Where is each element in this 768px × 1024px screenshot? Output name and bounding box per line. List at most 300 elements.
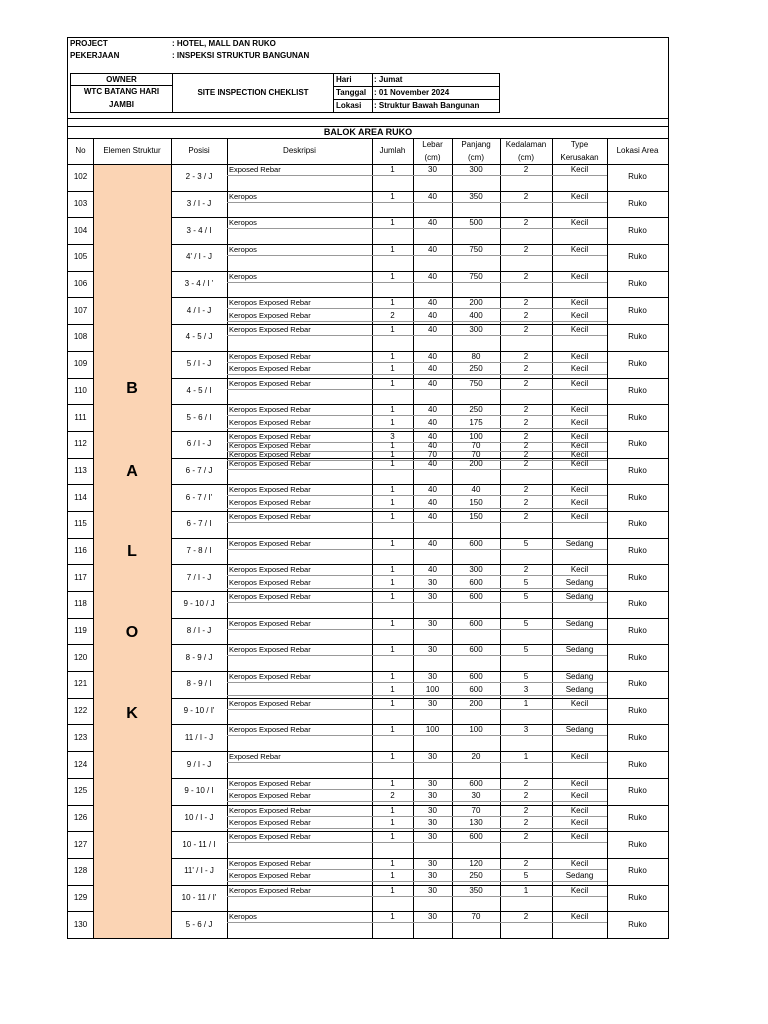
row-type: Kecil <box>570 191 589 201</box>
row-panjang: 250 <box>469 405 483 415</box>
row-panjang: 600 <box>469 538 483 548</box>
row-type: Kecil <box>570 271 589 281</box>
row-type: Sedang <box>565 538 594 548</box>
row-no: 102 <box>73 172 88 182</box>
row-deskripsi: Keropos Exposed Rebar <box>229 592 311 602</box>
row-deskripsi: Keropos <box>229 191 257 201</box>
row-jumlah: 1 <box>390 165 395 174</box>
row-panjang: 600 <box>469 592 483 602</box>
row-no: 123 <box>73 732 88 742</box>
row-type: Kecil <box>570 310 589 320</box>
row-deskripsi: Keropos Exposed Rebar <box>229 858 311 868</box>
row-posisi: 2 - 3 / J <box>185 172 213 182</box>
row-panjang: 70 <box>471 805 481 815</box>
row-posisi: 3 - 4 / I <box>186 225 212 235</box>
row-panjang: 600 <box>469 577 483 587</box>
row-deskripsi: Keropos Exposed Rebar <box>229 778 311 788</box>
row-lokasi: Ruko <box>628 412 647 422</box>
row-no: 116 <box>74 546 87 555</box>
row-kedalaman: 3 <box>523 725 529 735</box>
row-type: Kecil <box>570 698 589 708</box>
row-deskripsi: Keropos Exposed Rebar <box>229 577 311 587</box>
row-no: 121 <box>73 679 88 689</box>
row-deskripsi: Keropos Exposed Rebar <box>229 672 311 682</box>
row-type: Kecil <box>570 325 589 335</box>
col-lebar-unit: (cm) <box>424 153 441 162</box>
row-type: Sedang <box>565 592 594 602</box>
row-jumlah: 1 <box>390 912 395 922</box>
row-type: Kecil <box>570 405 589 415</box>
day-label: Hari <box>336 75 352 84</box>
row-lebar: 30 <box>428 752 437 762</box>
row-posisi: 11' / I - J <box>184 866 214 876</box>
row-type: Kecil <box>570 805 589 815</box>
row-lebar: 40 <box>428 565 437 575</box>
row-panjang: 20 <box>471 752 481 762</box>
row-type: Sedang <box>565 725 594 735</box>
row-jumlah: 1 <box>390 191 395 201</box>
row-lokasi: Ruko <box>628 759 647 769</box>
meta-box <box>333 73 500 113</box>
row-deskripsi: Keropos Exposed Rebar <box>229 565 311 575</box>
row-kedalaman: 2 <box>523 417 529 427</box>
day-value: : Jumat <box>374 75 403 84</box>
row-jumlah: 1 <box>390 405 395 415</box>
row-panjang: 300 <box>469 165 483 174</box>
row-lebar: 30 <box>428 858 437 868</box>
col-type-unit: Kerusakan <box>560 153 599 162</box>
row-posisi: 3 - 4 / I ' <box>184 279 214 289</box>
row-jumlah: 1 <box>390 752 395 762</box>
row-no: 126 <box>73 812 88 822</box>
row-posisi: 9 - 10 / I' <box>183 706 215 716</box>
row-posisi: 8 - 9 / J <box>185 652 213 662</box>
row-deskripsi: Keropos Exposed Rebar <box>229 698 311 708</box>
row-posisi: 4 / I - J <box>186 305 212 315</box>
row-type: Kecil <box>570 818 589 828</box>
element-letter: A <box>126 463 138 480</box>
row-panjang: 350 <box>469 191 483 201</box>
row-type: Kecil <box>570 298 589 308</box>
row-deskripsi: Keropos Exposed Rebar <box>229 351 311 361</box>
row-lebar: 40 <box>428 218 437 228</box>
row-lokasi: Ruko <box>628 679 647 689</box>
row-deskripsi: Keropos Exposed Rebar <box>229 449 311 459</box>
row-posisi: 8 / I - J <box>186 626 212 636</box>
row-lebar: 30 <box>428 885 437 895</box>
row-kedalaman: 2 <box>523 431 529 441</box>
row-posisi: 10 - 11 / I' <box>181 892 217 902</box>
row-jumlah: 2 <box>390 791 395 801</box>
row-panjang: 200 <box>469 698 483 708</box>
row-posisi: 9 - 10 / J <box>183 599 215 609</box>
row-panjang: 500 <box>469 218 483 228</box>
row-type: Sedang <box>565 672 594 682</box>
row-type: Kecil <box>570 565 589 575</box>
row-panjang: 70 <box>471 449 481 459</box>
row-kedalaman: 1 <box>523 698 529 708</box>
row-lokasi: Ruko <box>628 279 647 289</box>
row-lokasi: Ruko <box>628 732 647 742</box>
row-panjang: 70 <box>471 440 481 450</box>
row-deskripsi: Keropos Exposed Rebar <box>229 310 311 320</box>
row-lebar: 70 <box>428 449 437 459</box>
row-deskripsi: Keropos Exposed Rebar <box>229 378 311 388</box>
row-jumlah: 1 <box>390 725 395 735</box>
row-kedalaman: 2 <box>523 805 529 815</box>
row-type: Kecil <box>570 364 589 374</box>
row-kedalaman: 2 <box>523 497 529 507</box>
row-type: Kecil <box>570 431 589 441</box>
row-posisi: 6 - 7 / J <box>185 465 213 475</box>
row-jumlah: 1 <box>390 818 395 828</box>
row-jumlah: 1 <box>390 497 395 507</box>
row-lebar: 100 <box>425 725 440 735</box>
row-panjang: 600 <box>469 672 483 682</box>
col-lokasi: Lokasi Area <box>616 146 659 155</box>
row-lebar: 40 <box>428 440 437 450</box>
row-lokasi: Ruko <box>628 919 647 929</box>
element-letter: K <box>126 705 138 722</box>
row-lebar: 40 <box>428 298 437 308</box>
row-deskripsi: Keropos Exposed Rebar <box>229 497 311 507</box>
row-deskripsi: Keropos Exposed Rebar <box>229 538 311 548</box>
row-panjang: 130 <box>469 818 483 828</box>
row-jumlah: 1 <box>390 449 395 459</box>
row-kedalaman: 2 <box>523 791 529 801</box>
row-kedalaman: 2 <box>523 832 529 842</box>
row-panjang: 70 <box>471 912 481 922</box>
row-jumlah: 1 <box>390 858 395 868</box>
row-jumlah: 1 <box>390 577 395 587</box>
row-lokasi: Ruko <box>628 626 647 636</box>
row-deskripsi: Keropos Exposed Rebar <box>229 364 311 374</box>
row-panjang: 175 <box>469 417 483 427</box>
row-kedalaman: 3 <box>523 684 529 694</box>
project-label: PROJECT <box>70 39 108 48</box>
row-deskripsi: Keropos Exposed Rebar <box>229 298 311 308</box>
row-jumlah: 1 <box>390 378 395 388</box>
col-kedalaman-unit: (cm) <box>518 153 534 162</box>
row-kedalaman: 2 <box>523 858 529 868</box>
row-jumlah: 1 <box>390 832 395 842</box>
row-deskripsi: Exposed Rebar <box>229 165 281 174</box>
row-no: 127 <box>73 839 88 849</box>
row-deskripsi: Keropos Exposed Rebar <box>229 458 311 468</box>
row-kedalaman: 5 <box>523 871 529 881</box>
row-lebar: 30 <box>428 698 437 708</box>
row-deskripsi: Keropos Exposed Rebar <box>229 832 311 842</box>
row-kedalaman: 5 <box>523 592 529 602</box>
row-deskripsi: Keropos Exposed Rebar <box>229 431 311 441</box>
row-lokasi: Ruko <box>628 465 647 475</box>
row-jumlah: 1 <box>390 871 395 881</box>
row-deskripsi: Keropos Exposed Rebar <box>229 405 311 415</box>
row-lebar: 30 <box>428 791 437 801</box>
owner-line1: WTC BATANG HARI <box>83 87 160 96</box>
row-lokasi: Ruko <box>628 706 647 716</box>
row-type: Kecil <box>570 885 589 895</box>
row-type: Kecil <box>570 858 589 868</box>
row-lebar: 40 <box>428 431 437 441</box>
row-no: 110 <box>74 385 87 395</box>
row-jumlah: 1 <box>390 805 395 815</box>
row-deskripsi: Keropos Exposed Rebar <box>229 725 311 735</box>
date-value: : 01 November 2024 <box>374 88 450 97</box>
row-lebar: 40 <box>428 458 437 468</box>
row-deskripsi: Keropos Exposed Rebar <box>229 645 311 655</box>
row-lebar: 40 <box>428 364 437 374</box>
row-jumlah: 1 <box>390 417 395 427</box>
row-jumlah: 1 <box>390 778 395 788</box>
project-value: : HOTEL, MALL DAN RUKO <box>172 39 276 48</box>
row-type: Kecil <box>570 485 589 495</box>
row-deskripsi: Keropos Exposed Rebar <box>229 885 311 895</box>
row-lokasi: Ruko <box>628 892 647 902</box>
row-panjang: 300 <box>469 565 483 575</box>
row-no: 120 <box>73 652 88 662</box>
row-panjang: 600 <box>469 778 483 788</box>
row-type: Kecil <box>570 165 589 174</box>
row-posisi: 8 - 9 / I <box>186 679 212 689</box>
row-panjang: 80 <box>471 351 481 361</box>
row-panjang: 600 <box>469 618 483 628</box>
row-deskripsi: Keropos Exposed Rebar <box>229 417 311 427</box>
col-no: No <box>75 146 86 155</box>
row-lokasi: Ruko <box>628 599 647 609</box>
row-lebar: 40 <box>428 511 437 521</box>
row-no: 106 <box>73 279 88 289</box>
row-kedalaman: 5 <box>523 538 529 548</box>
row-kedalaman: 2 <box>523 325 529 335</box>
row-kedalaman: 2 <box>523 298 529 308</box>
row-lokasi: Ruko <box>628 492 647 502</box>
row-type: Sedang <box>565 684 594 694</box>
row-jumlah: 1 <box>390 325 395 335</box>
row-jumlah: 1 <box>390 592 395 602</box>
row-kedalaman: 2 <box>523 565 529 575</box>
row-lebar: 30 <box>428 805 437 815</box>
row-kedalaman: 5 <box>523 645 529 655</box>
row-lebar: 40 <box>428 271 437 281</box>
row-lebar: 30 <box>428 871 437 881</box>
row-deskripsi: Keropos Exposed Rebar <box>229 805 311 815</box>
row-lebar: 30 <box>428 818 437 828</box>
element-letter: O <box>125 624 139 641</box>
row-jumlah: 1 <box>390 440 395 450</box>
row-jumlah: 1 <box>390 364 395 374</box>
row-posisi: 5 - 6 / J <box>185 919 213 929</box>
col-jumlah: Jumlah <box>379 146 406 155</box>
row-panjang: 750 <box>469 245 483 255</box>
row-type: Sedang <box>565 618 594 628</box>
col-elemen: Elemen Struktur <box>103 146 161 155</box>
row-type: Sedang <box>565 645 594 655</box>
row-panjang: 250 <box>469 364 483 374</box>
row-lebar: 40 <box>428 485 437 495</box>
col-lebar: Lebar <box>422 140 443 149</box>
row-posisi: 7 / I - J <box>186 572 212 582</box>
owner-label: OWNER <box>106 75 137 84</box>
row-kedalaman: 2 <box>523 485 529 495</box>
col-deskripsi: Deskripsi <box>283 146 316 155</box>
row-type: Kecil <box>570 417 589 427</box>
balok-table <box>68 118 668 938</box>
row-lokasi: Ruko <box>628 225 647 235</box>
row-lokasi: Ruko <box>628 199 647 209</box>
row-jumlah: 1 <box>390 565 395 575</box>
row-panjang: 100 <box>469 431 483 441</box>
row-kedalaman: 5 <box>523 618 529 628</box>
row-kedalaman: 1 <box>523 752 529 762</box>
row-lebar: 40 <box>428 378 437 388</box>
row-panjang: 300 <box>469 325 483 335</box>
row-posisi: 6 - 7 / I <box>186 519 212 529</box>
row-kedalaman: 2 <box>523 245 529 255</box>
row-deskripsi: Keropos Exposed Rebar <box>229 871 311 881</box>
row-jumlah: 1 <box>390 218 395 228</box>
row-no: 109 <box>73 359 88 369</box>
row-deskripsi: Keropos <box>229 245 257 255</box>
checklist-title: SITE INSPECTION CHEKLIST <box>197 88 309 97</box>
row-no: 130 <box>73 919 88 929</box>
inspection-sheet <box>67 37 669 939</box>
row-kedalaman: 2 <box>523 364 529 374</box>
row-panjang: 30 <box>471 791 481 801</box>
row-jumlah: 1 <box>390 538 395 548</box>
row-no: 115 <box>74 519 87 529</box>
date-label: Tanggal <box>336 88 367 97</box>
row-type: Kecil <box>570 778 589 788</box>
row-panjang: 200 <box>469 298 483 308</box>
row-type: Kecil <box>570 497 589 507</box>
row-no: 105 <box>73 252 88 262</box>
row-no: 117 <box>74 572 87 582</box>
row-lokasi: Ruko <box>628 359 647 369</box>
col-panjang-unit: (cm) <box>468 153 484 162</box>
row-lokasi: Ruko <box>628 172 647 182</box>
row-lebar: 40 <box>428 325 437 335</box>
row-kedalaman: 2 <box>523 912 529 922</box>
row-deskripsi: Keropos <box>229 218 257 228</box>
row-posisi: 4' / I - J <box>186 252 212 262</box>
row-deskripsi: Keropos <box>229 271 257 281</box>
row-no: 108 <box>73 332 88 342</box>
row-lokasi: Ruko <box>628 385 647 395</box>
row-jumlah: 2 <box>390 310 395 320</box>
row-deskripsi: Keropos Exposed Rebar <box>229 485 311 495</box>
row-jumlah: 1 <box>390 458 395 468</box>
row-posisi: 9 / I - J <box>186 759 212 769</box>
row-no: 118 <box>74 599 87 609</box>
row-no: 129 <box>73 892 88 902</box>
row-type: Kecil <box>570 752 589 762</box>
row-type: Sedang <box>565 577 594 587</box>
row-lebar: 30 <box>428 672 437 682</box>
row-no: 128 <box>73 866 88 876</box>
row-lebar: 30 <box>428 165 437 174</box>
row-no: 125 <box>73 786 88 796</box>
row-deskripsi: Keropos Exposed Rebar <box>229 791 311 801</box>
row-no: 122 <box>73 706 88 716</box>
row-lokasi: Ruko <box>628 812 647 822</box>
row-type: Kecil <box>570 791 589 801</box>
checklist-title-box <box>172 73 334 113</box>
loc-label: Lokasi <box>336 101 362 110</box>
row-kedalaman: 2 <box>523 378 529 388</box>
row-lokasi: Ruko <box>628 572 647 582</box>
row-type: Kecil <box>570 511 589 521</box>
row-jumlah: 1 <box>390 618 395 628</box>
row-panjang: 150 <box>469 511 483 521</box>
row-no: 104 <box>73 225 88 235</box>
row-type: Kecil <box>570 351 589 361</box>
row-panjang: 250 <box>469 871 483 881</box>
row-jumlah: 1 <box>390 684 395 694</box>
row-lokasi: Ruko <box>628 546 647 555</box>
row-jumlah: 1 <box>390 672 395 682</box>
col-kedalaman: Kedalaman <box>505 140 547 149</box>
row-posisi: 6 / I - J <box>186 439 212 449</box>
row-lokasi: Ruko <box>628 439 647 449</box>
row-posisi: 5 - 6 / I <box>186 412 212 422</box>
row-lokasi: Ruko <box>628 332 647 342</box>
row-panjang: 40 <box>471 485 481 495</box>
row-deskripsi: Exposed Rebar <box>229 752 281 762</box>
row-lokasi: Ruko <box>628 786 647 796</box>
row-kedalaman: 1 <box>523 885 529 895</box>
row-deskripsi: Keropos Exposed Rebar <box>229 325 311 335</box>
row-lebar: 40 <box>428 538 437 548</box>
row-lokasi: Ruko <box>628 839 647 849</box>
row-type: Kecil <box>570 449 589 459</box>
row-panjang: 750 <box>469 271 483 281</box>
row-jumlah: 1 <box>390 245 395 255</box>
element-letter: B <box>126 380 138 397</box>
row-panjang: 100 <box>469 725 483 735</box>
row-kedalaman: 5 <box>523 577 529 587</box>
row-lebar: 40 <box>428 405 437 415</box>
col-posisi: Posisi <box>188 146 210 155</box>
row-type: Sedang <box>565 871 594 881</box>
row-no: 114 <box>74 492 87 502</box>
owner-line2: JAMBI <box>109 100 134 109</box>
row-type: Kecil <box>570 218 589 228</box>
row-kedalaman: 2 <box>523 165 529 174</box>
row-no: 119 <box>74 626 87 636</box>
row-kedalaman: 2 <box>523 778 529 788</box>
row-kedalaman: 2 <box>523 818 529 828</box>
row-lebar: 40 <box>428 497 437 507</box>
row-no: 111 <box>74 412 87 422</box>
row-lebar: 30 <box>428 592 437 602</box>
row-lebar: 30 <box>428 645 437 655</box>
row-panjang: 200 <box>469 458 483 468</box>
col-panjang: Panjang <box>461 140 491 149</box>
row-kedalaman: 2 <box>523 458 529 468</box>
row-no: 103 <box>73 199 88 209</box>
row-deskripsi: Keropos Exposed Rebar <box>229 440 311 450</box>
row-kedalaman: 2 <box>523 218 529 228</box>
work-label: PEKERJAAN <box>70 51 120 60</box>
row-posisi: 11 / I - J <box>184 732 214 742</box>
row-kedalaman: 2 <box>523 271 529 281</box>
row-jumlah: 1 <box>390 511 395 521</box>
row-lokasi: Ruko <box>628 866 647 876</box>
row-kedalaman: 2 <box>523 310 529 320</box>
row-panjang: 600 <box>469 832 483 842</box>
row-deskripsi: Keropos Exposed Rebar <box>229 618 311 628</box>
